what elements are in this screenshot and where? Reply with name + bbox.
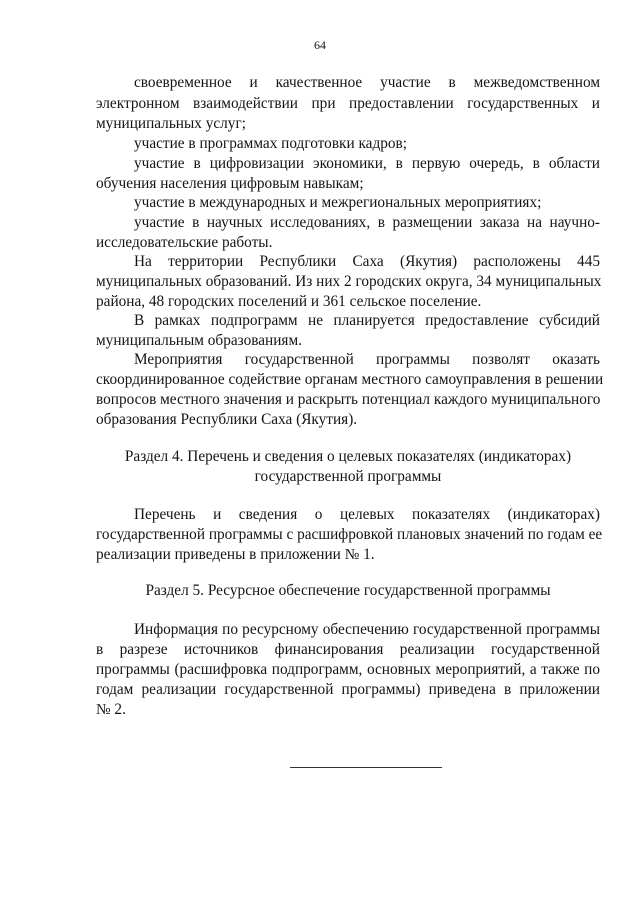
- section-4-heading: государственной программы: [254, 468, 442, 485]
- section-5-paragraph-line: в разрезе источников финансирования реализации государственной: [96, 641, 600, 658]
- paragraph-line: Мероприятия государственной программы позволят оказать: [134, 351, 600, 368]
- paragraph-line: участие в научных исследованиях, в размещении заказа на научно-: [134, 214, 600, 231]
- paragraph-line: В рамках подпрограмм не планируется предоставление субсидий: [134, 312, 600, 329]
- paragraph-line: своевременное и качественное участие в межведомственном: [134, 74, 600, 91]
- end-separator-line: [290, 767, 442, 768]
- paragraph-line: участие в программах подготовки кадров;: [134, 135, 408, 152]
- paragraph-line: муниципальных услуг;: [96, 115, 246, 132]
- section-5-paragraph-line: программы (расшифровка подпрограмм, основных мероприятий, а также по: [96, 661, 600, 678]
- paragraph-line: электронном взаимодействии при предоставлении государственных и: [96, 95, 600, 112]
- section-4-paragraph-line: Перечень и сведения о целевых показателях (индикаторах): [134, 506, 600, 523]
- section-4-paragraph-line: государственной программы с расшифровкой плановых значений по годам ее: [96, 526, 603, 543]
- paragraph-line: района, 48 городских поселений и 361 сельское поселение.: [96, 293, 482, 310]
- paragraph-line: обучения населения цифровым навыкам;: [96, 175, 364, 192]
- page-number: 64: [314, 38, 326, 52]
- paragraph-line: муниципальных образований. Из них 2 городских округа, 34 муниципальных: [96, 273, 602, 290]
- paragraph-line: участие в международных и межрегиональных мероприятиях;: [134, 194, 542, 211]
- section-5-paragraph-line: № 2.: [96, 701, 126, 718]
- section-5-paragraph-line: годам реализации государственной программы) приведена в приложении: [96, 681, 600, 698]
- paragraph-line: муниципальным образованиям.: [96, 332, 302, 349]
- section-5-paragraph-line: Информация по ресурсному обеспечению государственной программы: [134, 621, 600, 638]
- paragraph-line: участие в цифровизации экономики, в первую очередь, в области: [134, 155, 600, 172]
- paragraph-line: На территории Республики Саха (Якутия) расположены 445: [134, 253, 600, 270]
- paragraph-line: исследовательские работы.: [96, 234, 273, 251]
- paragraph-line: скоординированное содействие органам местного самоуправления в решении: [96, 371, 604, 388]
- section-5-heading: Раздел 5. Ресурсное обеспечение государственной программы: [145, 582, 551, 599]
- section-4-heading: Раздел 4. Перечень и сведения о целевых показателях (индикаторах): [124, 448, 572, 465]
- section-4-paragraph-line: реализации приведены в приложении № 1.: [96, 546, 375, 563]
- paragraph-line: образования Республики Саха (Якутия).: [96, 411, 358, 428]
- paragraph-line: вопросов местного значения и раскрыть потенциал каждого муниципального: [96, 391, 601, 408]
